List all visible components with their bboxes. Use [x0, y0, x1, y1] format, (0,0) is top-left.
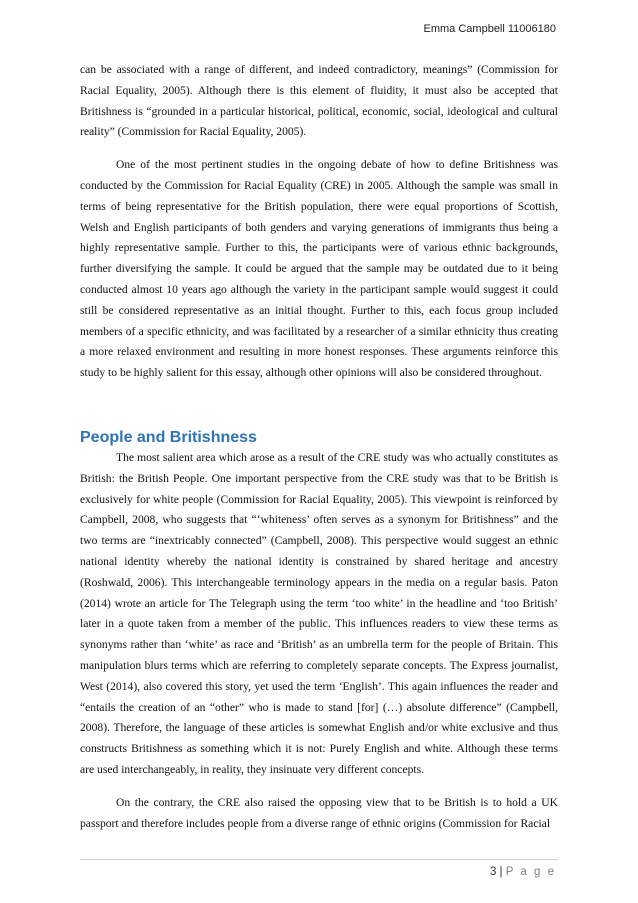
paragraph: The most salient area which arose as a result of the CRE study was who actually constitutes as British: the British People. One important perspective from the CRE study was that to be British is exclusively for white people (Commission for Racial Equality, 2005). This viewpoint is reinforced by Campbell, 2008, who suggests that “‘whiteness’ often serves as a synonym for Britishness” and the two terms are “inextricably connected” (Campbell, 2008). This perspective would suggest an ethnic national identity whereby the national identity is constrained by shared heritage and ancestry (Roshwald, 2006). This interchangeable terminology appears in the media on a regular basis. Paton (2014) wrote an article for The Telegraph using the term ‘too white’ in the headline and ‘too British’ later in a quote taken from a member of the public. This influences readers to view these terms as synonyms rather than ‘white’ as race and ‘British’ as an umbrella term for the people of Britain. This manipulation blurs terms which are referring to completely separate concepts. The Express journalist, West (2014), also covered this story, yet used the term ‘English’. This again influences the reader and “entails the creation of an “other” who is made to stand [for] (…) absolute difference” (Campbell, 2008). Therefore, the language of these articles is somewhat English and/or white exclusive and thus constructs Britishness as something which it is not: Purely English and white. Although these terms are used interchangeably, in reality, they insinuate very different concepts.: [80, 450, 558, 776]
paragraph: can be associated with a range of different, and indeed contradictory, meanings” (Commission for Racial Equality, 2005). Although there is this element of fluidity, it must also be accepted that Britishness is “grounded in a particular historical, political, economic, social, ideological and cultural reality” (Commission for Racial Equality, 2005).: [80, 63, 558, 139]
document-body: [80, 60, 558, 834]
footer-separator: |: [499, 866, 503, 878]
paragraph: One of the most pertinent studies in the ongoing debate of how to define Britishness was conducted by the Commission for Racial Equality (CRE) in 2005. Although the sample was small in terms of being representative for the British population, there were equal proportions of Scottish, Welsh and English participants of both genders and varying generations of immigrants thus being a highly representative sample. Further to this, the participants were of various ethnic backgrounds, further diversifying the sample. It could be argued that the sample may be outdated due to it being conducted almost 10 years ago although the variety in the participant sample would suggest it could still be considered representative as an initial thought. Further to this, each focus group included members of a specific ethnicity, and was facilitated by a researcher of a similar ethnicity thus creating a more relaxed environment and resulting in more honest responses. These arguments reinforce this study to be highly salient for this essay, although other opinions will also be considered throughout.: [80, 158, 558, 380]
page-label: P a g e: [505, 866, 556, 878]
section-heading: People and Britishness: [80, 428, 257, 446]
page-footer: [490, 866, 556, 878]
page-header: Emma Campbell 11006180: [423, 23, 556, 35]
paragraph: On the contrary, the CRE also raised the opposing view that to be British is to hold a UK passport and therefore includes people from a diverse range of ethnic origins (Commission for Racial: [80, 795, 558, 830]
footer-divider: [80, 859, 558, 860]
page-number: 3: [489, 866, 497, 878]
